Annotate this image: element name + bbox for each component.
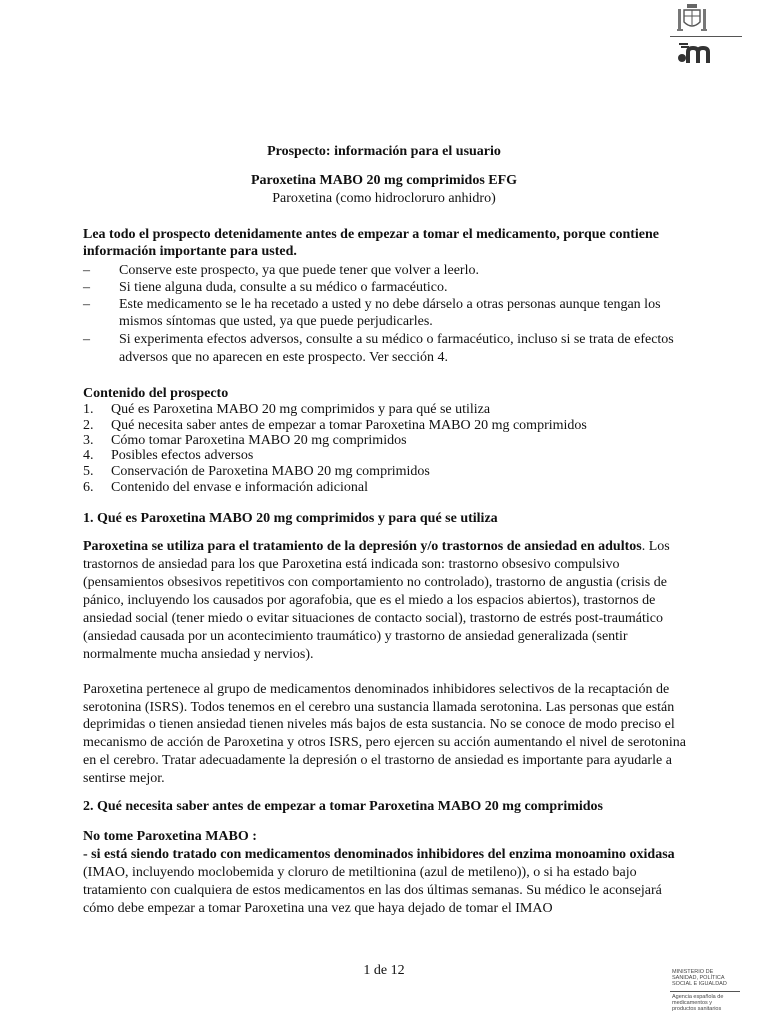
section-2-line: cómo debe empezar a tomar Paroxetina una vez que haya dejado de tomar el IMAO <box>83 901 553 916</box>
contents-number: 4. <box>83 448 94 463</box>
section-1-p1-after: . Los <box>641 539 670 554</box>
intro-bold-line-2: información importante para usted. <box>83 244 297 259</box>
contents-item: Contenido del envase e información adicional <box>111 480 368 495</box>
bullet-text-cont: adversos que no aparecen en este prospecto. Ver sección 4. <box>119 350 448 365</box>
bullet-text: Si tiene alguna duda, consulte a su médico o farmacéutico. <box>119 280 448 295</box>
leaflet-title: Prospecto: información para el usuario <box>267 144 501 159</box>
contents-number: 1. <box>83 402 94 417</box>
section-2-subheading: No tome Paroxetina MABO : <box>83 829 257 844</box>
section-2-bold-line: - si está siendo tratado con medicamentos denominados inhibidores del enzima monoamino oxidasa <box>83 847 675 862</box>
section-1-p1-line: normalmente mucha ansiedad y nervios). <box>83 647 314 662</box>
section-1-p1-line: pánico, incluyendo los causados por agorafobia, que es el miedo a los espacios abiertos), trastornos de <box>83 593 656 608</box>
intro-bold-line-1: Lea todo el prospecto detenidamente antes de empezar a tomar el medicamento, porque contiene <box>83 227 659 242</box>
section-1-p2-line: mecanismo de acción de Paroxetina y otros ISRS, pero ejercen su acción aumentando el nivel de serotonina <box>83 735 686 750</box>
section-1-p1-line: ansiedad social (tener miedo o evitar situaciones de contacto social), trastorno de estrés post-traumático <box>83 611 664 626</box>
contents-item: Qué es Paroxetina MABO 20 mg comprimidos y para qué se utiliza <box>111 402 491 417</box>
bullet-text: Si experimenta efectos adversos, consulte a su médico o farmacéutico, incluso si se trata de efectos <box>119 332 674 347</box>
contents-item: Posibles efectos adversos <box>111 448 254 463</box>
section-1-p2-line: deprimidas o tienen ansiedad tienen niveles más bajos de esta sustancia. No se conoce de modo preciso el <box>83 717 675 732</box>
section-1-p1-first-line <box>83 538 723 555</box>
bullet-text-cont: mismos síntomas que usted, ya que puede perjudicarles. <box>119 314 433 329</box>
bullet-dash: – <box>83 263 90 278</box>
contents-number: 5. <box>83 464 94 479</box>
section-2-line: tratamiento con cualquiera de estos medicamentos en las dos últimas semanas. Su médico le aconsejará <box>83 883 662 898</box>
section-1-heading: 1. Qué es Paroxetina MABO 20 mg comprimidos y para qué se utiliza <box>83 511 498 526</box>
bullet-dash: – <box>83 332 90 347</box>
section-1-p1-line: (ansiedad causada por un acontecimiento traumático) y trastorno de ansiedad generalizada (sentir <box>83 629 628 644</box>
aemps-logo-icon <box>677 41 713 67</box>
contents-item: Conservación de Paroxetina MABO 20 mg comprimidos <box>111 464 430 479</box>
page-number: 1 de 12 <box>363 963 405 978</box>
bullet-dash: – <box>83 280 90 295</box>
section-2-heading: 2. Qué necesita saber antes de empezar a tomar Paroxetina MABO 20 mg comprimidos <box>83 799 604 814</box>
agency-label <box>672 994 754 1012</box>
section-1-p2-line: sentirse mejor. <box>83 771 165 786</box>
contents-item: Qué necesita saber antes de empezar a tomar Paroxetina MABO 20 mg comprimidos <box>111 418 587 433</box>
agency-line: productos sanitarios <box>672 1006 722 1012</box>
bullet-text: Este medicamento se le ha recetado a usted y no debe dárselo a otras personas aunque tengan los <box>119 297 661 312</box>
ministry-line: SANIDAD, POLÍTICA <box>672 975 725 981</box>
section-1-p1-line: trastornos de ansiedad para los que Paroxetina está indicada son: trastorno obsesivo compulsivo <box>83 557 620 572</box>
product-name: Paroxetina MABO 20 mg comprimidos EFG <box>250 173 518 188</box>
agency-line: Agencia española de <box>672 994 724 1000</box>
header-rule <box>670 36 742 37</box>
contents-heading: Contenido del prospecto <box>83 386 229 401</box>
bullet-dash: – <box>83 297 90 312</box>
contents-number: 3. <box>83 433 94 448</box>
contents-number: 2. <box>83 418 94 433</box>
ministry-line: MINISTERIO DE <box>672 969 714 975</box>
product-subtitle: Paroxetina (como hidrocloruro anhidro) <box>272 191 496 206</box>
bullet-text: Conserve este prospecto, ya que puede tener que volver a leerlo. <box>119 263 479 278</box>
section-1-p2-line: en el cerebro. Tratar adecuadamente la depresión o el trastorno de ansiedad es importante para ayudarle a <box>83 753 672 768</box>
section-1-p2-line: serotonina (ISRS). Todos tenemos en el cerebro una sustancia llamada serotonina. Las personas que están <box>83 700 675 715</box>
ministry-label <box>672 969 754 987</box>
ministry-line: SOCIAL E IGUALDAD <box>672 981 727 987</box>
section-1-p1-line: (pensamientos obsesivos repetitivos con comportamiento no controlado), trastorno de angustia (crisis de <box>83 575 667 590</box>
footer-rule <box>670 991 740 992</box>
agency-line: medicamentos y <box>672 1000 713 1006</box>
contents-number: 6. <box>83 480 94 495</box>
contents-item: Cómo tomar Paroxetina MABO 20 mg comprimidos <box>111 433 407 448</box>
section-2-line: (IMAO, incluyendo moclobemida y cloruro de metiltionina (azul de metileno)), o si ha estado bajo <box>83 865 637 880</box>
section-1-p1-bold: Paroxetina se utiliza para el tratamiento de la depresión y/o trastornos de ansiedad en adultos <box>83 539 642 554</box>
spain-coat-of-arms-icon <box>675 3 709 33</box>
section-1-p2-line: Paroxetina pertenece al grupo de medicamentos denominados inhibidores selectivos de la recaptación de <box>83 682 670 697</box>
